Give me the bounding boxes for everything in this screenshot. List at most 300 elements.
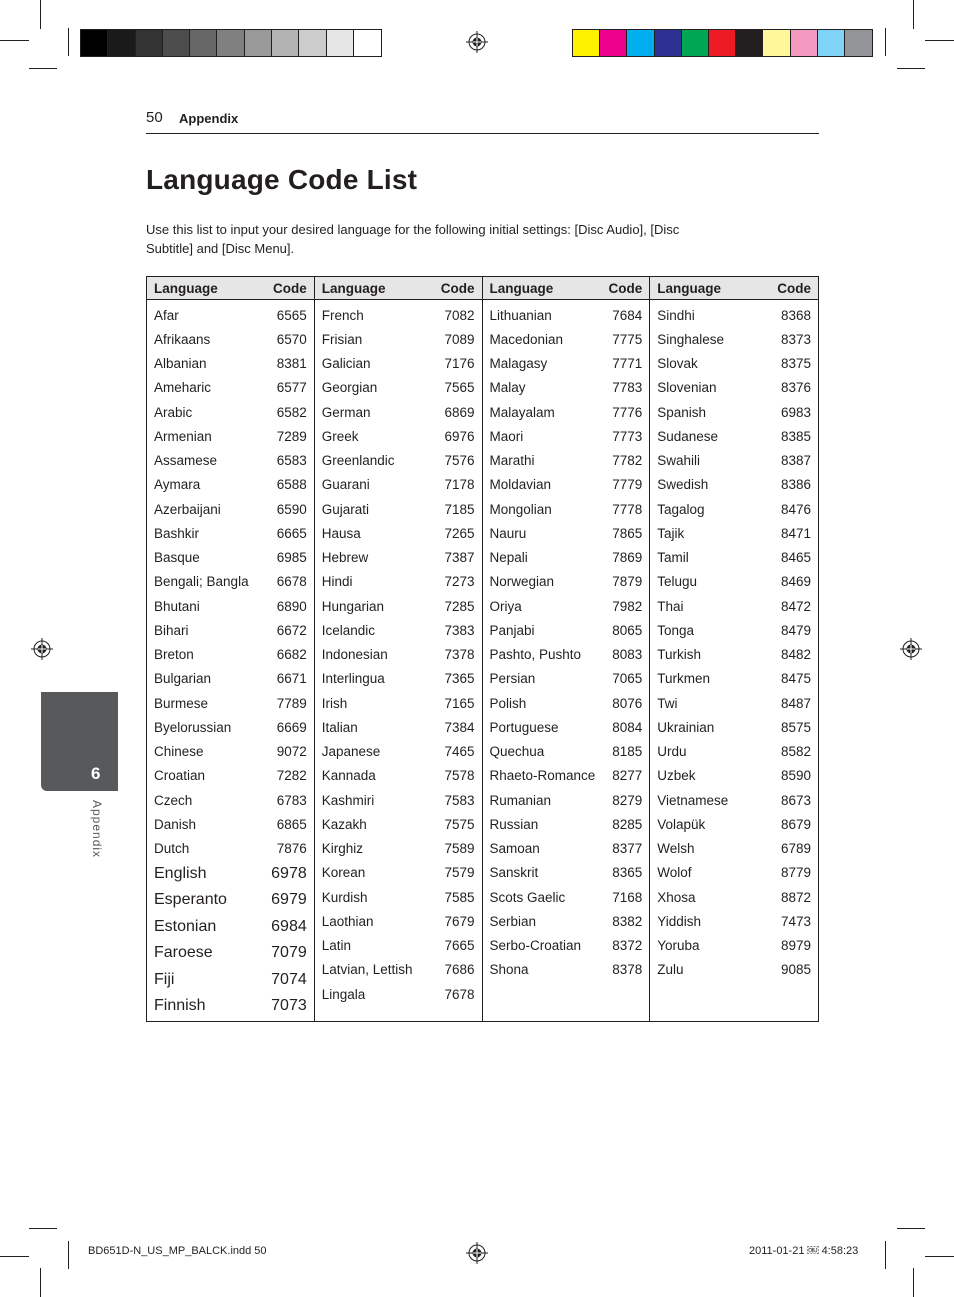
language-name: Rumanian bbox=[489, 792, 552, 808]
language-name: Hausa bbox=[321, 525, 361, 541]
language-code: 7575 bbox=[444, 816, 475, 832]
language-name: Greenlandic bbox=[321, 453, 395, 469]
table-row bbox=[315, 909, 482, 933]
crop-mark bbox=[0, 1256, 29, 1257]
table-row bbox=[483, 327, 650, 351]
language-name: Byelorussian bbox=[154, 719, 232, 735]
table-row bbox=[147, 352, 314, 376]
table-row bbox=[147, 497, 314, 521]
language-code: 6570 bbox=[276, 331, 307, 347]
header-code: Code bbox=[777, 280, 811, 296]
language-code: 7265 bbox=[444, 525, 475, 541]
table-row bbox=[650, 885, 818, 909]
language-name: Swedish bbox=[657, 477, 709, 493]
language-name: Yoruba bbox=[657, 938, 700, 954]
language-code: 8378 bbox=[612, 962, 643, 978]
crop-mark bbox=[0, 40, 29, 41]
language-code: 7285 bbox=[444, 598, 475, 614]
language-code: 7185 bbox=[444, 501, 475, 517]
table-row bbox=[650, 934, 818, 958]
table-row bbox=[650, 400, 818, 424]
language-name: Swahili bbox=[657, 453, 701, 469]
header-language: Language bbox=[154, 280, 218, 296]
language-name: Turkish bbox=[657, 647, 702, 663]
language-code: 7565 bbox=[444, 380, 475, 396]
color-swatch bbox=[791, 30, 818, 56]
language-name: Portuguese bbox=[489, 719, 559, 735]
language-name: Guarani bbox=[321, 477, 370, 493]
language-code: 8673 bbox=[780, 792, 811, 808]
table-column bbox=[483, 277, 651, 1021]
language-name: Basque bbox=[154, 550, 200, 566]
language-code: 8376 bbox=[780, 380, 811, 396]
table-row bbox=[315, 594, 482, 618]
language-code: 8476 bbox=[780, 501, 811, 517]
language-name: Malayalam bbox=[489, 404, 555, 420]
language-code: 7589 bbox=[444, 841, 475, 857]
table-row bbox=[147, 618, 314, 642]
chapter-number: 6 bbox=[91, 764, 101, 783]
language-code: 7383 bbox=[444, 622, 475, 638]
language-code: 6582 bbox=[276, 404, 307, 420]
color-swatch bbox=[736, 30, 763, 56]
language-code: 8385 bbox=[780, 428, 811, 444]
table-row bbox=[483, 546, 650, 570]
language-name: French bbox=[321, 307, 364, 323]
language-code: 8382 bbox=[612, 913, 643, 929]
language-name: Indonesian bbox=[321, 647, 388, 663]
language-name: Nauru bbox=[489, 525, 527, 541]
table-row bbox=[315, 497, 482, 521]
language-name: Panjabi bbox=[489, 622, 535, 638]
table-row bbox=[147, 764, 314, 788]
table-row bbox=[315, 449, 482, 473]
language-name: Slovenian bbox=[657, 380, 717, 396]
language-name: Tamil bbox=[657, 550, 689, 566]
table-row bbox=[315, 861, 482, 885]
registration-mark-icon bbox=[31, 638, 53, 660]
registration-mark-icon bbox=[466, 31, 488, 53]
color-swatch bbox=[709, 30, 736, 56]
color-swatch bbox=[136, 30, 163, 56]
language-code: 8872 bbox=[780, 889, 811, 905]
table-row bbox=[147, 327, 314, 351]
language-name: Fiji bbox=[154, 970, 175, 988]
language-code: 8365 bbox=[612, 865, 643, 881]
language-name: Frisian bbox=[321, 331, 363, 347]
language-name: Georgian bbox=[321, 380, 378, 396]
language-name: Hindi bbox=[321, 574, 353, 590]
table-row bbox=[650, 715, 818, 739]
table-row bbox=[650, 327, 818, 351]
language-code: 7771 bbox=[612, 356, 643, 372]
language-name: Bihari bbox=[154, 622, 189, 638]
language-name: English bbox=[154, 864, 207, 882]
language-name: Burmese bbox=[154, 695, 209, 711]
crop-mark bbox=[29, 68, 57, 69]
language-code: 7678 bbox=[444, 986, 475, 1002]
language-name: Arabic bbox=[154, 404, 193, 420]
table-column bbox=[650, 277, 818, 1021]
language-name: Hungarian bbox=[321, 598, 385, 614]
language-code-table bbox=[146, 276, 819, 1022]
language-code: 8979 bbox=[780, 938, 811, 954]
language-name: Tonga bbox=[657, 622, 695, 638]
color-swatch bbox=[245, 30, 272, 56]
language-code: 7869 bbox=[612, 550, 643, 566]
registration-mark-icon bbox=[466, 1242, 488, 1264]
color-swatch bbox=[327, 30, 354, 56]
language-code: 8386 bbox=[780, 477, 811, 493]
language-code: 7576 bbox=[444, 453, 475, 469]
language-code: 6890 bbox=[276, 598, 307, 614]
language-name: Estonian bbox=[154, 917, 217, 935]
table-row bbox=[147, 424, 314, 448]
language-code: 7665 bbox=[444, 938, 475, 954]
language-code: 8084 bbox=[612, 719, 643, 735]
language-name: Tagalog bbox=[657, 501, 705, 517]
language-code: 6682 bbox=[276, 647, 307, 663]
table-row bbox=[147, 940, 314, 966]
table-row bbox=[650, 497, 818, 521]
color-swatch bbox=[299, 30, 326, 56]
language-code: 8479 bbox=[780, 622, 811, 638]
language-code: 6985 bbox=[276, 550, 307, 566]
language-code: 7789 bbox=[276, 695, 307, 711]
table-row bbox=[147, 740, 314, 764]
table-row bbox=[315, 885, 482, 909]
table-row bbox=[147, 966, 314, 992]
language-code: 6565 bbox=[276, 307, 307, 323]
language-name: Quechua bbox=[489, 744, 545, 760]
language-name: Yiddish bbox=[657, 913, 702, 929]
table-row bbox=[147, 594, 314, 618]
language-name: Bulgarian bbox=[154, 671, 212, 687]
table-row bbox=[315, 618, 482, 642]
language-code: 7684 bbox=[612, 307, 643, 323]
language-code: 6669 bbox=[276, 719, 307, 735]
language-name: Wolof bbox=[657, 865, 692, 881]
language-name: Mongolian bbox=[489, 501, 552, 517]
language-code: 6583 bbox=[276, 453, 307, 469]
language-name: Ukrainian bbox=[657, 719, 715, 735]
table-row bbox=[147, 449, 314, 473]
language-name: Singhalese bbox=[657, 331, 725, 347]
language-name: Bashkir bbox=[154, 525, 200, 541]
table-row bbox=[483, 643, 650, 667]
table-header-row bbox=[315, 277, 482, 300]
language-name: Thai bbox=[657, 598, 684, 614]
table-column bbox=[147, 277, 315, 1021]
table-row bbox=[315, 303, 482, 327]
language-name: Esperanto bbox=[154, 891, 227, 909]
language-code: 8285 bbox=[612, 816, 643, 832]
language-code: 6577 bbox=[276, 380, 307, 396]
table-row bbox=[650, 376, 818, 400]
language-code: 7074 bbox=[271, 970, 307, 988]
header-code: Code bbox=[608, 280, 643, 296]
table-row bbox=[147, 715, 314, 739]
table-row bbox=[483, 449, 650, 473]
crop-mark bbox=[40, 1268, 41, 1297]
language-name: Lingala bbox=[321, 986, 366, 1002]
language-code: 7779 bbox=[612, 477, 643, 493]
language-name: Turkmen bbox=[657, 671, 711, 687]
language-code: 7775 bbox=[612, 331, 643, 347]
color-swatch bbox=[845, 30, 872, 56]
language-name: Croatian bbox=[154, 768, 206, 784]
language-name: Aymara bbox=[154, 477, 201, 493]
language-name: Tajik bbox=[657, 525, 685, 541]
table-row bbox=[483, 424, 650, 448]
table-row bbox=[315, 715, 482, 739]
crop-mark bbox=[29, 1228, 57, 1229]
table-row bbox=[650, 909, 818, 933]
language-name: Zulu bbox=[657, 962, 684, 978]
language-name: Serbian bbox=[489, 913, 537, 929]
language-code: 6672 bbox=[276, 622, 307, 638]
language-name: Icelandic bbox=[321, 622, 376, 638]
language-code: 7778 bbox=[612, 501, 643, 517]
chapter-label: Appendix bbox=[90, 800, 104, 859]
color-swatch bbox=[573, 30, 600, 56]
table-row bbox=[483, 837, 650, 861]
language-name: Nepali bbox=[489, 550, 528, 566]
language-name: Dutch bbox=[154, 841, 190, 857]
language-name: Slovak bbox=[657, 356, 698, 372]
language-code: 7776 bbox=[612, 404, 643, 420]
language-code: 7289 bbox=[276, 428, 307, 444]
table-row bbox=[650, 570, 818, 594]
running-header bbox=[146, 109, 819, 134]
language-name: Galician bbox=[321, 356, 371, 372]
language-name: Czech bbox=[154, 792, 193, 808]
table-row bbox=[315, 764, 482, 788]
table-row bbox=[315, 473, 482, 497]
language-name: Serbo-Croatian bbox=[489, 938, 582, 954]
table-row bbox=[483, 715, 650, 739]
language-name: Malagasy bbox=[489, 356, 548, 372]
language-name: Kannada bbox=[321, 768, 376, 784]
language-code: 6865 bbox=[276, 816, 307, 832]
language-name: Pashto, Pushto bbox=[489, 647, 582, 663]
table-row bbox=[315, 643, 482, 667]
language-code: 8469 bbox=[780, 574, 811, 590]
table-row bbox=[147, 546, 314, 570]
table-row bbox=[483, 376, 650, 400]
table-row bbox=[315, 327, 482, 351]
language-name: Azerbaijani bbox=[154, 501, 221, 517]
language-code: 7585 bbox=[444, 889, 475, 905]
language-code: 8185 bbox=[612, 744, 643, 760]
language-code: 7168 bbox=[612, 889, 643, 905]
color-swatch bbox=[818, 30, 845, 56]
language-code: 7982 bbox=[612, 598, 643, 614]
language-name: Assamese bbox=[154, 453, 218, 469]
color-swatch bbox=[81, 30, 108, 56]
language-name: Kirghiz bbox=[321, 841, 364, 857]
table-row bbox=[147, 788, 314, 812]
chapter-tab bbox=[41, 692, 118, 791]
language-code: 8582 bbox=[780, 744, 811, 760]
table-row bbox=[650, 958, 818, 982]
language-code: 8679 bbox=[780, 816, 811, 832]
page-number: 50 bbox=[146, 109, 163, 126]
table-row bbox=[147, 667, 314, 691]
table-row bbox=[650, 594, 818, 618]
color-calibration-bar bbox=[572, 29, 873, 57]
table-row bbox=[483, 570, 650, 594]
language-code: 7679 bbox=[444, 913, 475, 929]
language-name: Moldavian bbox=[489, 477, 552, 493]
language-name: Welsh bbox=[657, 841, 695, 857]
table-row bbox=[147, 993, 314, 1019]
language-name: Italian bbox=[321, 719, 358, 735]
language-name: Urdu bbox=[657, 744, 687, 760]
language-name: Rhaeto-Romance bbox=[489, 768, 596, 784]
language-name: Lithuanian bbox=[489, 307, 552, 323]
crop-mark bbox=[40, 0, 41, 29]
table-row bbox=[483, 740, 650, 764]
table-row bbox=[147, 914, 314, 940]
section-label: Appendix bbox=[179, 111, 239, 126]
table-row bbox=[315, 788, 482, 812]
language-code: 7176 bbox=[444, 356, 475, 372]
table-row bbox=[315, 376, 482, 400]
crop-mark bbox=[68, 1241, 69, 1269]
language-code: 8465 bbox=[780, 550, 811, 566]
language-code: 7879 bbox=[612, 574, 643, 590]
language-code: 6671 bbox=[276, 671, 307, 687]
color-swatch bbox=[682, 30, 709, 56]
language-code: 7082 bbox=[444, 307, 475, 323]
color-swatch bbox=[163, 30, 190, 56]
language-code: 7165 bbox=[444, 695, 475, 711]
language-name: Kazakh bbox=[321, 816, 367, 832]
language-name: Irish bbox=[321, 695, 348, 711]
language-name: Sudanese bbox=[657, 428, 719, 444]
table-row bbox=[147, 473, 314, 497]
color-swatch bbox=[217, 30, 244, 56]
header-language: Language bbox=[321, 280, 386, 296]
crop-mark bbox=[885, 1241, 886, 1269]
language-name: Russian bbox=[489, 816, 539, 832]
table-row bbox=[650, 473, 818, 497]
crop-mark bbox=[913, 0, 914, 29]
language-code: 7079 bbox=[271, 944, 307, 962]
page-title: Language Code List bbox=[146, 164, 418, 195]
table-row bbox=[650, 521, 818, 545]
language-name: Faroese bbox=[154, 944, 213, 962]
header-code: Code bbox=[440, 280, 475, 296]
table-row bbox=[650, 424, 818, 448]
color-swatch bbox=[190, 30, 217, 56]
language-name: Chinese bbox=[154, 744, 204, 760]
table-row bbox=[315, 570, 482, 594]
language-code: 7065 bbox=[612, 671, 643, 687]
table-row bbox=[483, 594, 650, 618]
language-name: Persian bbox=[489, 671, 536, 687]
table-row bbox=[315, 837, 482, 861]
language-code: 8487 bbox=[780, 695, 811, 711]
language-code: 6590 bbox=[276, 501, 307, 517]
table-row bbox=[315, 740, 482, 764]
table-row bbox=[147, 570, 314, 594]
color-swatch bbox=[354, 30, 381, 56]
language-name: Twi bbox=[657, 695, 678, 711]
language-code: 8373 bbox=[780, 331, 811, 347]
crop-mark bbox=[913, 1268, 914, 1297]
language-name: Scots Gaelic bbox=[489, 889, 566, 905]
table-column bbox=[315, 277, 483, 1021]
table-row bbox=[650, 861, 818, 885]
language-code: 6678 bbox=[276, 574, 307, 590]
language-name: Telugu bbox=[657, 574, 698, 590]
language-code: 6978 bbox=[271, 864, 307, 882]
table-row bbox=[483, 958, 650, 982]
crop-mark bbox=[897, 1228, 925, 1229]
table-row bbox=[650, 618, 818, 642]
crop-mark bbox=[68, 28, 69, 56]
table-row bbox=[650, 546, 818, 570]
language-name: Laothian bbox=[321, 913, 374, 929]
language-name: Oriya bbox=[489, 598, 522, 614]
language-name: Shona bbox=[489, 962, 529, 978]
table-row bbox=[650, 303, 818, 327]
table-row bbox=[483, 352, 650, 376]
header-language: Language bbox=[489, 280, 554, 296]
language-code: 8375 bbox=[780, 356, 811, 372]
table-row bbox=[147, 400, 314, 424]
language-code: 7378 bbox=[444, 647, 475, 663]
language-code: 8368 bbox=[780, 307, 811, 323]
language-code: 8590 bbox=[780, 768, 811, 784]
grayscale-calibration-bar bbox=[80, 29, 382, 57]
language-name: Sanskrit bbox=[489, 865, 539, 881]
language-code: 8381 bbox=[276, 356, 307, 372]
language-code: 6869 bbox=[444, 404, 475, 420]
language-code: 8575 bbox=[780, 719, 811, 735]
language-code: 6976 bbox=[444, 428, 475, 444]
table-row bbox=[147, 521, 314, 545]
language-code: 7387 bbox=[444, 550, 475, 566]
language-code: 8377 bbox=[612, 841, 643, 857]
table-row bbox=[483, 764, 650, 788]
language-code: 7073 bbox=[271, 996, 307, 1014]
language-name: Vietnamese bbox=[657, 792, 729, 808]
table-row bbox=[315, 958, 482, 982]
table-row bbox=[483, 303, 650, 327]
table-row bbox=[483, 521, 650, 545]
language-name: Marathi bbox=[489, 453, 535, 469]
language-name: Breton bbox=[154, 647, 194, 663]
table-row bbox=[315, 424, 482, 448]
language-name: Bhutani bbox=[154, 598, 200, 614]
table-row bbox=[483, 861, 650, 885]
language-code: 7579 bbox=[444, 865, 475, 881]
language-name: Xhosa bbox=[657, 889, 696, 905]
language-name: German bbox=[321, 404, 371, 420]
table-row bbox=[147, 303, 314, 327]
table-row bbox=[315, 812, 482, 836]
table-row bbox=[315, 934, 482, 958]
table-row bbox=[483, 909, 650, 933]
table-header-row bbox=[650, 277, 818, 300]
language-name: Polish bbox=[489, 695, 527, 711]
language-name: Kurdish bbox=[321, 889, 368, 905]
language-code: 8083 bbox=[612, 647, 643, 663]
language-name: Finnish bbox=[154, 996, 206, 1014]
